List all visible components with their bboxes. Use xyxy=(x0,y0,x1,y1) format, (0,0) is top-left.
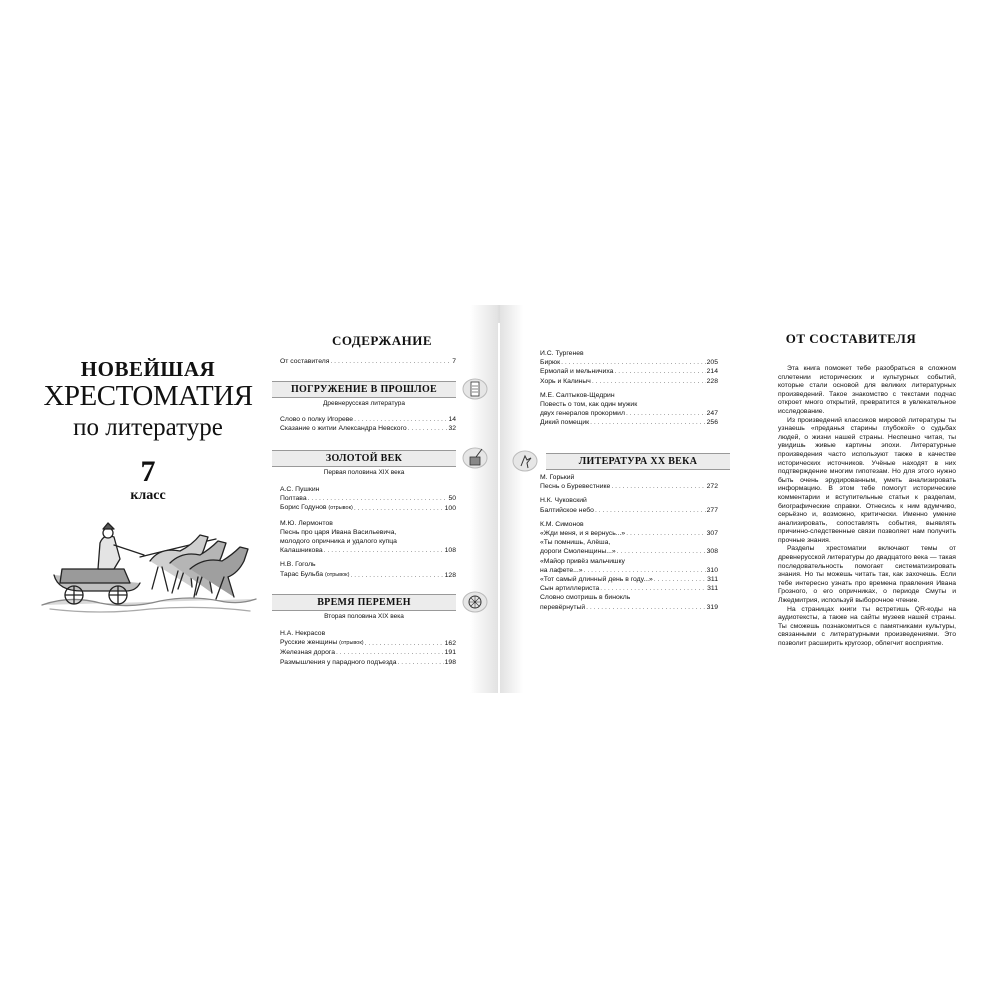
toc-entry[interactable] xyxy=(280,658,456,667)
toc-entry-page: 100 xyxy=(444,505,456,513)
toc-entry-page: 32 xyxy=(448,425,456,433)
toc-entry-title: на лафете...» xyxy=(540,566,583,574)
toc-entry[interactable] xyxy=(540,358,718,367)
toc-entry-title: Тарас Бульба xyxy=(280,570,324,578)
inkwell-icon xyxy=(462,447,488,469)
toc-entry-line: «Ты помнишь, Алёша, xyxy=(540,539,611,547)
toc-entry[interactable] xyxy=(540,377,718,386)
section-subtitle: Первая половина XIX века xyxy=(323,469,405,476)
toc-entry-line: «Майор привёз мальчишку xyxy=(540,557,625,565)
toc-author: М.Ю. Лермонтов xyxy=(280,519,333,527)
contents-intro xyxy=(280,357,456,366)
cover-page xyxy=(32,305,264,693)
toc-entry-page: 214 xyxy=(706,368,718,376)
toc-entry-page: 7 xyxy=(452,358,456,365)
toc-entry-page: 228 xyxy=(706,377,718,385)
toc-entry-title: дороги Смоленщины...» xyxy=(540,548,616,556)
toc-entry-title: Песнь о Буревестнике xyxy=(540,483,611,491)
toc-author: К.М. Симонов xyxy=(540,520,584,528)
toc-entry-title: Калашникова xyxy=(280,547,323,555)
section-header-20th-century: ЛИТЕРАТУРА XX ВЕКА xyxy=(546,453,730,470)
toc-author: Н.В. Гоголь xyxy=(280,561,316,569)
section-subtitle: Древнерусская литература xyxy=(323,400,405,407)
toc-entry[interactable] xyxy=(540,603,718,612)
toc-entry-page: 198 xyxy=(444,658,456,666)
toc-entry[interactable] xyxy=(540,418,718,427)
toc-entry[interactable] xyxy=(540,482,718,491)
toc-author: И.С. Тургенев xyxy=(540,350,584,357)
toc-entry[interactable] xyxy=(540,547,718,556)
toc-entry-page: 307 xyxy=(706,530,718,538)
toc-entry-page: 191 xyxy=(444,649,456,657)
toc-entry-title: Железная дорога xyxy=(280,649,335,657)
toc-entry[interactable] xyxy=(540,584,718,593)
toc-entry-page: 256 xyxy=(706,419,718,427)
toc-entry[interactable] xyxy=(280,638,456,648)
toc-entry[interactable] xyxy=(280,415,456,424)
toc-entry-note: (отрывок) xyxy=(324,571,350,578)
section-entries xyxy=(280,485,456,580)
toc-entry-title: Дикий помещик xyxy=(540,419,590,427)
preface-paragraph: Эта книга поможет тебе разобраться в сложном сплетении исторических и культурных событий, которые стали основой для великих литературных произведений. Такое знакомство с текстами подчас откроет много открытий, превратится в увлекательное исследование. xyxy=(778,365,956,415)
toc-entry-title: Ермолай и мельничиха xyxy=(540,368,614,376)
grade-label: класс xyxy=(130,488,166,503)
toc-entry-title: Хорь и Калиныч xyxy=(540,377,591,385)
troika-sleigh-illustration xyxy=(40,517,258,617)
toc-entry-line: Повесть о том, как один мужик xyxy=(540,401,638,409)
toc-entry-title: перевёрнутый xyxy=(540,603,586,611)
toc-author: А.С. Пушкин xyxy=(280,486,320,493)
toc-entry[interactable] xyxy=(540,409,718,418)
section-header-golden-age: ЗОЛОТОЙ ВЕК xyxy=(272,450,456,467)
contents-heading: СОДЕРЖАНИЕ xyxy=(331,333,433,348)
section-subtitle: Вторая половина XIX века xyxy=(324,613,404,620)
toc-entry-title: «Тот самый длинный день в году...» xyxy=(540,576,653,584)
toc-entry-title: Бирюк xyxy=(540,359,561,367)
toc-entry[interactable] xyxy=(280,648,456,657)
toc-entry-title: Слово о полку Игореве xyxy=(280,416,354,423)
toc-author: Н.А. Некрасов xyxy=(280,630,326,637)
toc-entry[interactable] xyxy=(540,566,718,575)
toc-entry-page: 247 xyxy=(706,410,718,418)
toc-entry-note: (отрывок) xyxy=(328,505,353,512)
toc-entry-page: 50 xyxy=(448,495,456,503)
toc-entry-page: 319 xyxy=(706,603,718,611)
preface-page xyxy=(734,305,968,693)
toc-entry[interactable] xyxy=(280,570,456,580)
toc-entry-title: Русские женщины xyxy=(280,639,338,647)
toc-entry-page: 108 xyxy=(444,547,456,555)
toc-entry-page: 308 xyxy=(706,548,718,556)
toc-entry-page: 310 xyxy=(706,566,718,574)
toc-entry-page: 162 xyxy=(444,640,456,648)
scroll-icon xyxy=(462,378,488,400)
toc-entry-title: Полтава xyxy=(280,495,307,503)
toc-author: Н.К. Чуковский xyxy=(540,497,587,505)
contents-page xyxy=(266,305,498,693)
toc-entry-line: Словно смотришь в бинокль xyxy=(540,594,631,602)
toc-entry[interactable] xyxy=(280,494,456,503)
toc-entry[interactable] xyxy=(280,424,456,433)
toc-entry-title: Сын артиллериста xyxy=(540,585,600,593)
toc-entry[interactable] xyxy=(280,503,456,513)
toc-entry-page: 272 xyxy=(706,483,718,491)
toc-entry-title: двух генералов прокормил xyxy=(540,410,625,418)
toc-entry-line: молодого опричника и удалого купца xyxy=(280,538,397,546)
wheel-icon xyxy=(462,591,488,613)
contents-page-continued xyxy=(500,305,732,693)
section-header-changes: ВРЕМЯ ПЕРЕМЕН xyxy=(272,594,456,611)
cover-title-line3: по литературе xyxy=(73,414,223,441)
toc-entry-title: Размышления у парадного подъезда xyxy=(280,658,397,666)
section-entries xyxy=(280,415,456,433)
toc-entry-title: Сказание о житии Александра Невского xyxy=(280,425,407,433)
toc-entry[interactable] xyxy=(540,529,718,538)
toc-entry[interactable] xyxy=(280,357,456,366)
preface-paragraph: Разделы хрестоматии включают темы от древнерусской литературы до двадцатого века — такая последовательность помогает систематизировать знания. Но ты можешь читать так, как захочешь. Если тебе интересно узнать про времена правления Ивана Грозного, о его опричниках, о периоде Смуты и Лжедмитрия, используй выборочное чтение. xyxy=(778,545,956,605)
section-header-past: ПОГРУЖЕНИЕ В ПРОШЛОЕ xyxy=(272,381,456,398)
continued-entries xyxy=(540,349,718,428)
section-entries xyxy=(540,473,718,612)
toc-entry-page: 14 xyxy=(448,416,456,423)
toc-entry-note: (отрывок) xyxy=(339,640,364,647)
grade-number: 7 xyxy=(140,455,156,488)
toc-entry[interactable] xyxy=(540,575,718,584)
toc-entry[interactable] xyxy=(540,367,718,376)
toc-author: М. Горький xyxy=(540,474,575,481)
toc-entry[interactable] xyxy=(280,546,456,555)
toc-entry-line: Песнь про царя Ивана Васильевича, xyxy=(280,528,397,536)
preface-body xyxy=(778,365,956,649)
toc-entry-page: 205 xyxy=(706,359,718,367)
toc-author: М.Е. Салтыков-Щедрин xyxy=(540,391,615,399)
cover-title-line1: НОВЕЙШАЯ xyxy=(80,357,216,381)
toc-entry[interactable] xyxy=(540,506,718,515)
toc-entry-title: От составителя xyxy=(280,358,330,365)
toc-entry-title: Борис Годунов xyxy=(280,504,327,512)
toc-entry-page: 311 xyxy=(707,585,718,593)
toc-entry-title: Балтийское небо xyxy=(540,506,594,514)
section-entries xyxy=(280,629,456,667)
crane-icon xyxy=(512,450,538,472)
preface-heading: ОТ СОСТАВИТЕЛЯ xyxy=(785,331,917,346)
preface-paragraph: Из произведений классиков мировой литературы ты узнаешь «преданья старины глубокой» о судьбах людей, о жизни нашей страны. Неспешно читая, ты увидишь живые картины эпохи. Литературные произведения часто используют также в качестве исторических источников. Учёные находят в них подтверждение многим гипотезам. Но для этого нужно быть очень эрудированным, уметь анализировать информацию. В этом тебе помогут исторические комментарии и вступительные статьи к разделам, биографические справки. Отнесись к ним вдумчиво, серьёзно и, возможно, критически. Именно умение анализировать, сопоставлять события, выявлять причинно-следственные связи позволяет нам получить прочные знания. xyxy=(778,416,956,544)
toc-entry-title: «Жди меня, и я вернусь...» xyxy=(540,530,626,538)
toc-entry-page: 311 xyxy=(707,576,718,584)
cover-title-line2: ХРЕСТОМАТИЯ xyxy=(43,380,253,412)
preface-paragraph: На страницах книги ты встретишь QR-коды на аудиотексты, а также на сайты музеев нашей страны. Ты сможешь познакомиться с памятниками культуры, связанными с литературными произведениями. Это позволит расширить кругозор, облегчит восприятие. xyxy=(778,605,956,647)
toc-entry-page: 128 xyxy=(444,571,456,579)
toc-entry-page: 277 xyxy=(706,506,718,514)
